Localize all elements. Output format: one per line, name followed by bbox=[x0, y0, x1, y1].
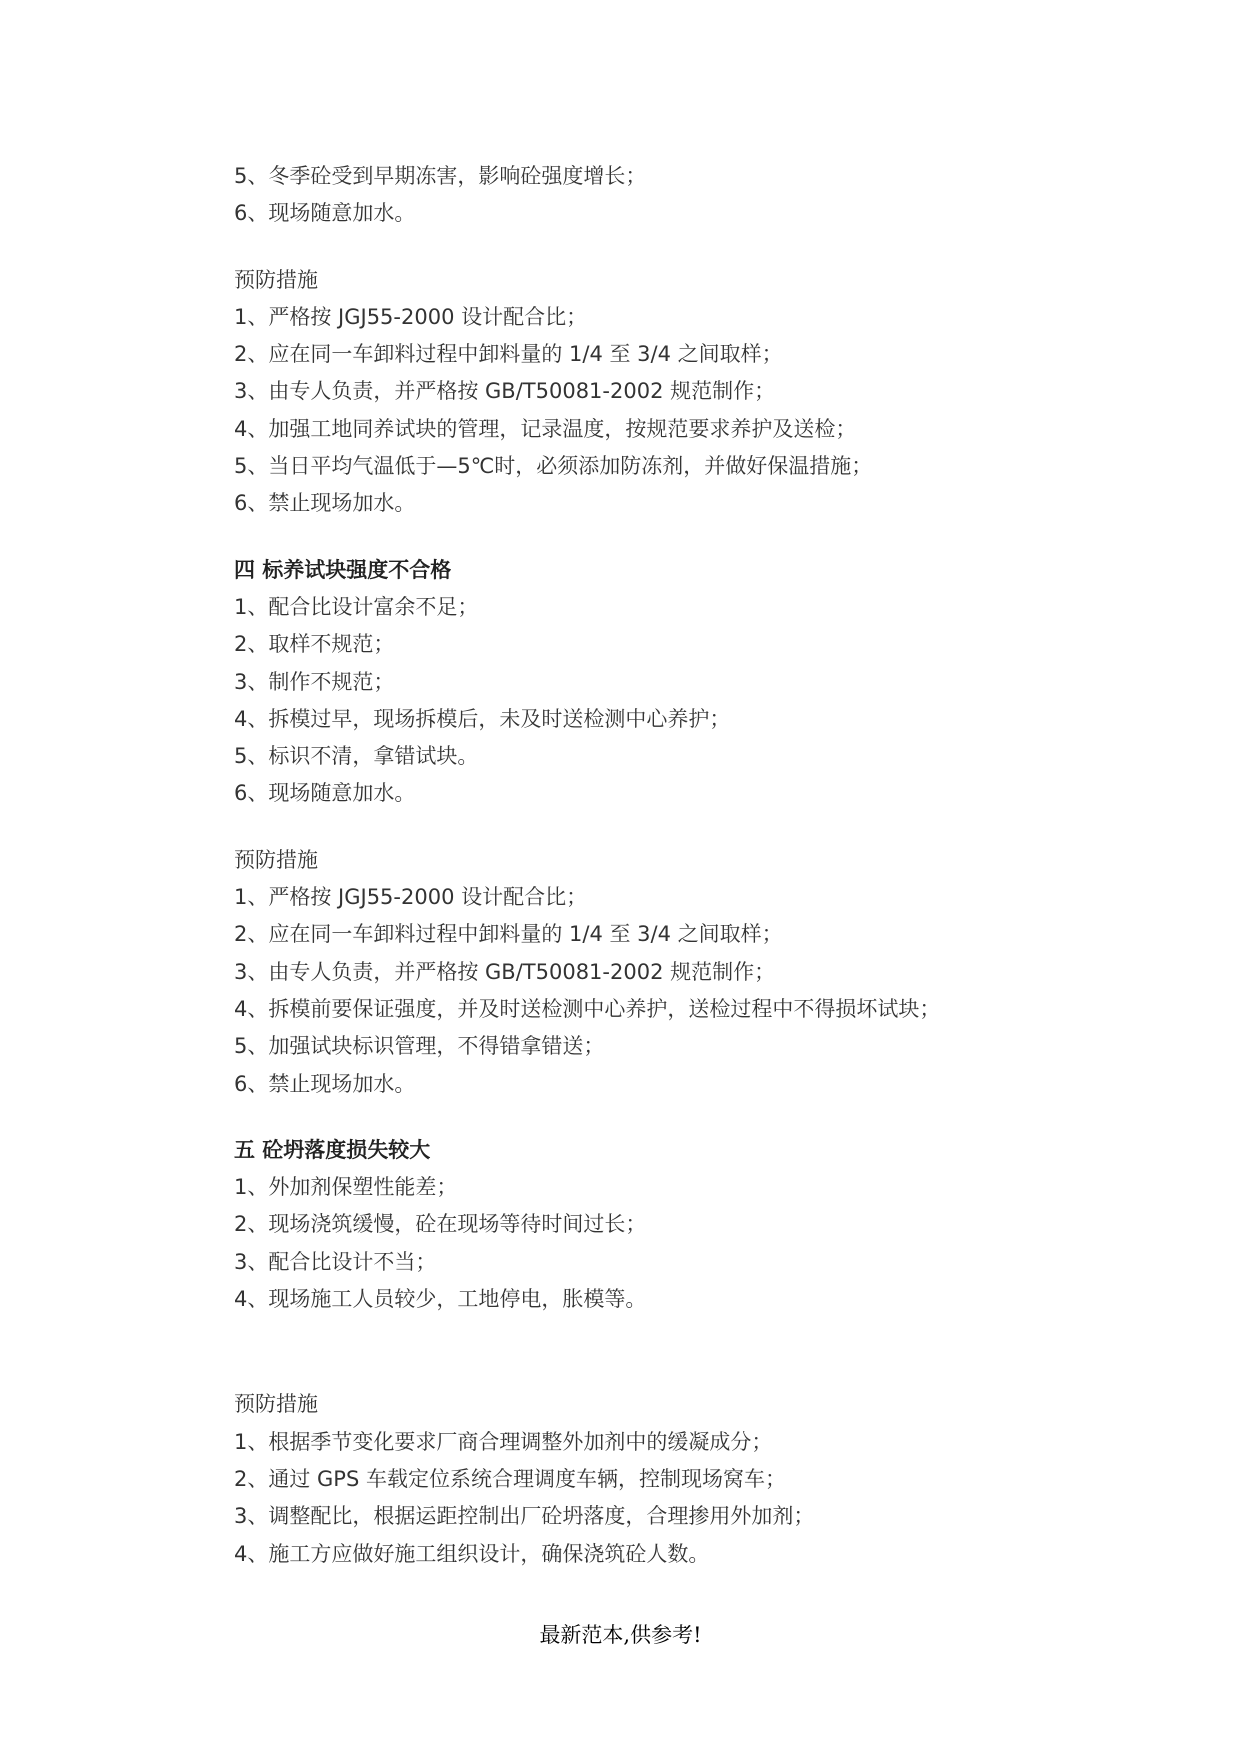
list-item: 1、严格按 JGJ55-2000 设计配合比； bbox=[234, 885, 588, 910]
section-title: 预防措施 bbox=[234, 267, 318, 292]
list-item: 6、现场随意加水。 bbox=[234, 781, 416, 806]
section-title: 预防措施 bbox=[234, 1392, 318, 1417]
list-item: 1、根据季节变化要求厂商合理调整外加剂中的缓凝成分； bbox=[234, 1429, 773, 1454]
section-prevention-3 bbox=[234, 1386, 1054, 1572]
list-item: 3、配合比设计不当； bbox=[234, 1249, 437, 1274]
list-item: 2、取样不规范； bbox=[234, 632, 395, 657]
section-prevention-1 bbox=[234, 262, 1054, 523]
section-gap bbox=[234, 1318, 1054, 1386]
section-heading: 四 标养试块强度不合格 bbox=[234, 557, 452, 582]
list-item: 4、拆模过早，现场拆模后，未及时送检测中心养护； bbox=[234, 706, 731, 731]
list-item: 5、冬季砼受到早期冻害，影响砼强度增长； bbox=[234, 164, 647, 188]
list-item: 4、施工方应做好施工组织设计，确保浇筑砼人数。 bbox=[234, 1541, 710, 1566]
document-body bbox=[234, 158, 1054, 1573]
list-item: 6、现场随意加水。 bbox=[234, 201, 416, 226]
list-item: 2、现场浇筑缓慢，砼在现场等待时间过长； bbox=[234, 1212, 647, 1237]
section-title: 预防措施 bbox=[234, 847, 318, 872]
list-item: 6、禁止现场加水。 bbox=[234, 491, 416, 516]
list-item: 5、当日平均气温低于—5℃时，必须添加防冻剂，并做好保温措施； bbox=[234, 454, 873, 479]
list-item: 3、调整配比，根据运距控制出厂砼坍落度，合理掺用外加剂； bbox=[234, 1504, 815, 1529]
list-item: 6、禁止现场加水。 bbox=[234, 1071, 416, 1096]
section-gap bbox=[234, 1103, 1054, 1132]
list-item: 4、拆模前要保证强度，并及时送检测中心养护，送检过程中不得损坏试块； bbox=[234, 996, 941, 1021]
list-item: 1、外加剂保塑性能差； bbox=[234, 1175, 458, 1200]
page-footer: 最新范本,供参考! bbox=[539, 1623, 702, 1647]
section-heading: 五 砼坍落度损失较大 bbox=[234, 1137, 431, 1162]
section-gap bbox=[234, 523, 1054, 552]
list-item: 4、现场施工人员较少，工地停电，胀模等。 bbox=[234, 1287, 647, 1312]
section-causes-continued bbox=[234, 158, 1054, 233]
list-item: 1、配合比设计富余不足； bbox=[234, 594, 479, 619]
section-slump-loss bbox=[234, 1132, 1054, 1318]
list-item: 5、加强试块标识管理，不得错拿错送； bbox=[234, 1034, 605, 1059]
list-item: 2、通过 GPS 车载定位系统合理调度车辆，控制现场窝车； bbox=[234, 1466, 786, 1491]
section-gap bbox=[234, 813, 1054, 842]
list-item: 4、加强工地同养试块的管理，记录温度，按规范要求养护及送检； bbox=[234, 416, 857, 441]
section-gap bbox=[234, 233, 1054, 262]
list-item: 2、应在同一车卸料过程中卸料量的 1/4 至 3/4 之间取样； bbox=[234, 342, 783, 367]
list-item: 2、应在同一车卸料过程中卸料量的 1/4 至 3/4 之间取样； bbox=[234, 922, 783, 947]
list-item: 1、严格按 JGJ55-2000 设计配合比； bbox=[234, 304, 588, 329]
section-prevention-2 bbox=[234, 842, 1054, 1103]
list-item: 5、标识不清，拿错试块。 bbox=[234, 744, 479, 769]
list-item: 3、由专人负责，并严格按 GB/T50081-2002 规范制作； bbox=[234, 379, 776, 404]
list-item: 3、由专人负责，并严格按 GB/T50081-2002 规范制作； bbox=[234, 959, 776, 984]
list-item: 3、制作不规范； bbox=[234, 669, 395, 694]
section-standard-cure-failure bbox=[234, 552, 1054, 813]
